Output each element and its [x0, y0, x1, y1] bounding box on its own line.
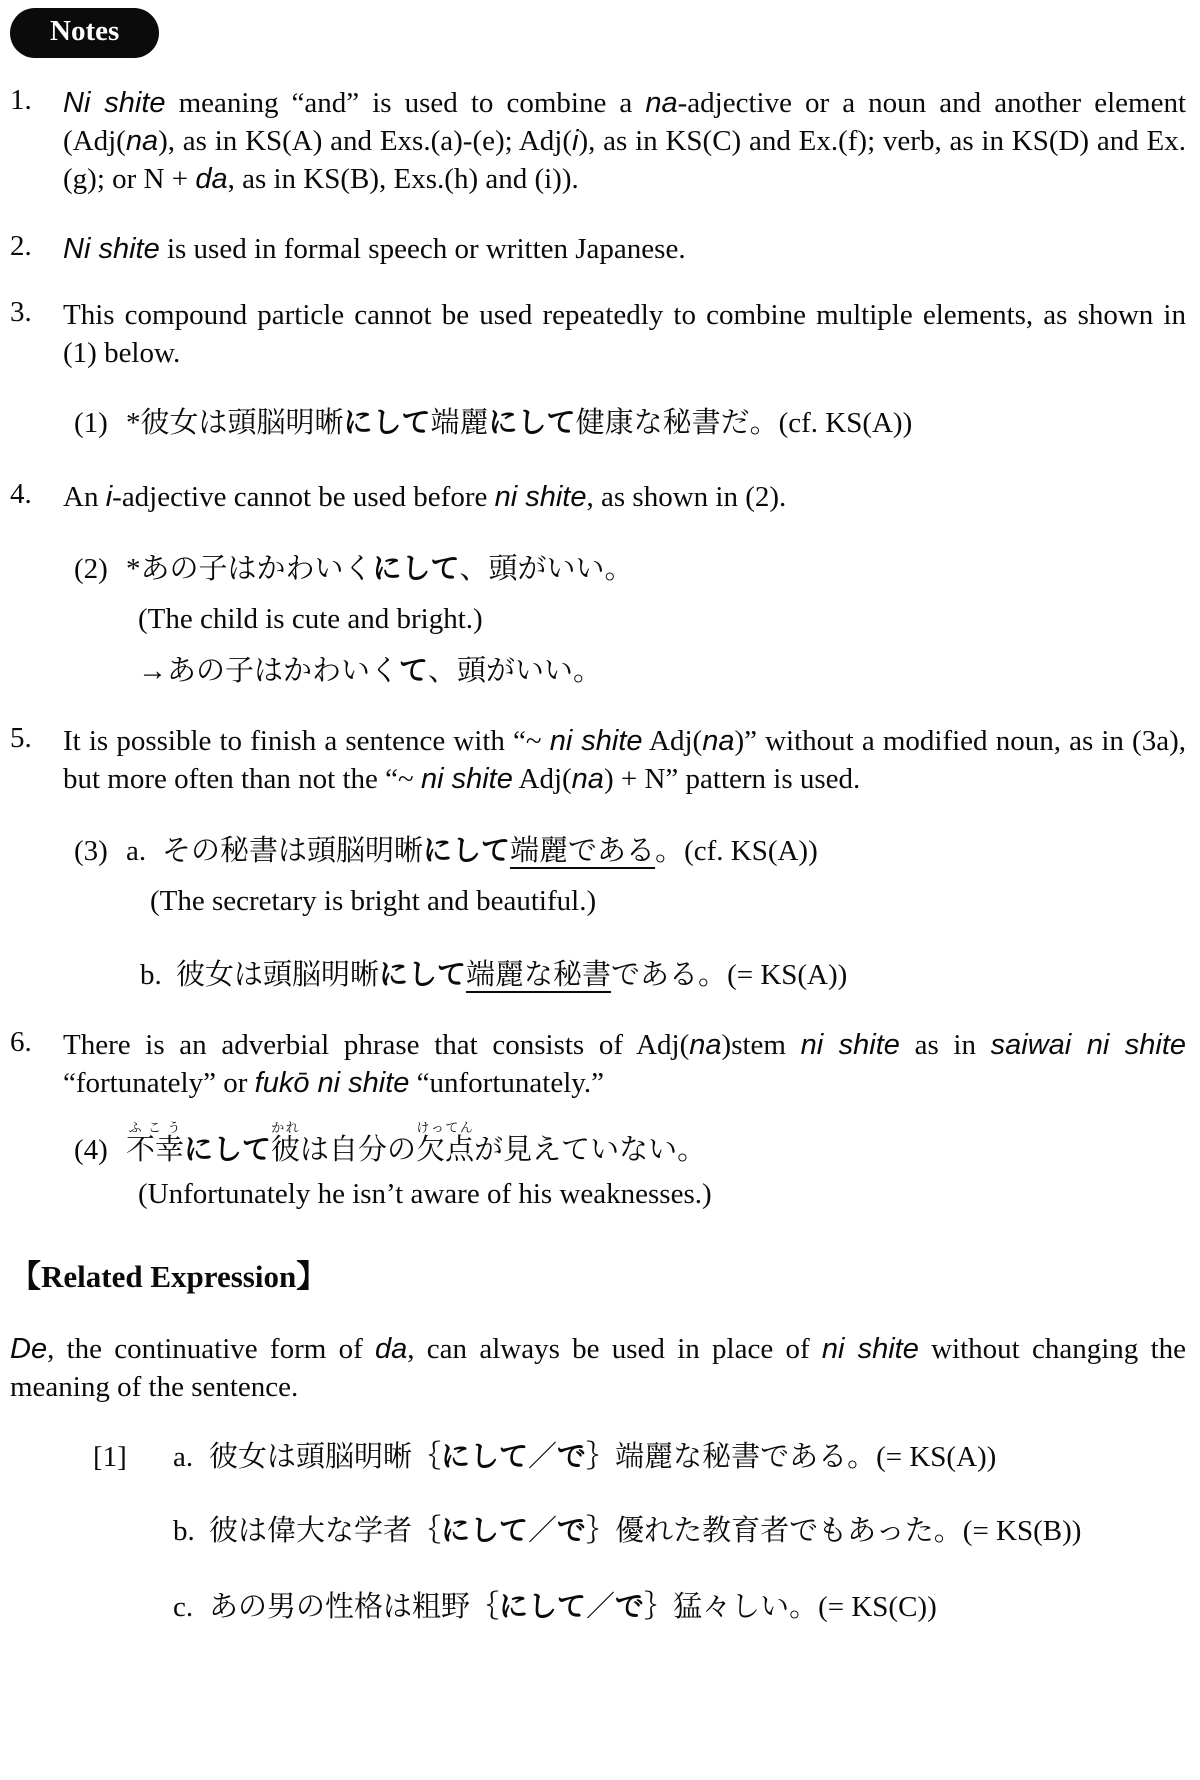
- note-text: [63, 296, 1186, 372]
- example-translation: [138, 600, 1186, 638]
- text-segment: 。: [655, 835, 685, 867]
- text-segment: →あの子はかわいく: [138, 655, 400, 687]
- text-segment: 端麗: [430, 407, 489, 439]
- ruby-annotated-text: 不幸ふこう: [126, 1120, 185, 1166]
- text-segment-i: De: [10, 1333, 48, 1365]
- text-segment-i: ni shite: [821, 1333, 919, 1365]
- text-segment-u: 端麗である: [510, 835, 656, 867]
- text-segment: 健康な秘書だ。: [575, 407, 779, 439]
- example-sub-label: c.: [173, 1591, 194, 1623]
- text-segment: -adjective cannot be used before: [112, 481, 495, 513]
- related-example-1b: [173, 1510, 1186, 1552]
- text-segment-b: にして: [343, 407, 431, 439]
- text-segment: , as in KS(B), Exs.(h) and (i)).: [227, 163, 579, 195]
- text-segment-b: て: [399, 655, 429, 687]
- example-label: (3): [74, 835, 108, 867]
- text-segment: ｝優れた教育者でもあった。: [586, 1515, 963, 1547]
- text-segment: ｝猛々しい。: [644, 1591, 819, 1623]
- text-segment-i: ni shite: [494, 481, 587, 513]
- text-segment-i: da: [375, 1333, 408, 1365]
- text-segment: その秘書は頭脳明晰: [162, 835, 424, 867]
- example-text: [209, 1515, 1081, 1547]
- text-segment: (= KS(B)): [962, 1515, 1082, 1547]
- text-segment: (cf. KS(A)): [778, 407, 913, 439]
- related-expression-heading: 【Related Expression】: [10, 1259, 328, 1294]
- text-segment: 、頭がいい。: [459, 553, 634, 585]
- example-label: [1]: [93, 1441, 127, 1473]
- example-label: (4): [74, 1134, 108, 1166]
- note-text: [63, 230, 1186, 268]
- note-item-1: [10, 84, 1186, 198]
- text-segment: (= KS(A)): [876, 1441, 997, 1473]
- text-segment: ｝端麗な秘書である。: [586, 1441, 877, 1473]
- example-sub-label: b.: [140, 959, 162, 991]
- text-segment: *あの子はかわいく: [126, 553, 373, 585]
- text-segment-i: ni shite: [549, 725, 643, 757]
- note-number: 3.: [10, 296, 32, 328]
- text-segment: “fortunately” or: [63, 1067, 255, 1099]
- text-segment: as in: [899, 1029, 991, 1061]
- text-segment: (The child is cute and bright.): [138, 603, 483, 635]
- note-item-4: [10, 478, 1186, 516]
- note-item-3: [10, 296, 1186, 372]
- text-segment-i: Ni shite: [63, 87, 166, 119]
- example-text: [209, 1441, 996, 1473]
- note-text: [63, 1026, 1186, 1102]
- text-segment: *彼女は頭脳明晰: [126, 407, 344, 439]
- related-example-1c: [173, 1586, 1186, 1628]
- text-segment: (Unfortunately he isn’t aware of his weaknesses.): [138, 1178, 712, 1210]
- text-segment-b: にして: [423, 835, 511, 867]
- text-segment-b: にして: [184, 1134, 272, 1166]
- text-segment: , as shown in (2).: [586, 481, 787, 513]
- text-segment-b: にして: [441, 1441, 529, 1473]
- text-segment-i: da: [195, 163, 228, 195]
- example-sentence-3a: [74, 830, 1186, 872]
- note-text: [63, 84, 1186, 198]
- text-segment: (cf. KS(A)): [684, 835, 818, 867]
- text-segment: )” without a modified noun, as in (3a), but more often than not the “~: [63, 725, 1186, 795]
- related-example-1a: [93, 1436, 1186, 1478]
- note-number: 2.: [10, 230, 32, 262]
- text-segment-b: で: [557, 1515, 587, 1547]
- ruby-annotated-text: 欠点けってん: [416, 1120, 475, 1166]
- ruby-annotated-text: 彼かれ: [271, 1120, 301, 1166]
- text-segment-i: Ni shite: [63, 233, 160, 265]
- example-sub-label: a.: [173, 1441, 194, 1473]
- notes-section-badge: Notes: [10, 8, 159, 58]
- text-segment-i: fukō ni shite: [254, 1067, 410, 1099]
- text-segment: , the continuative form of: [47, 1333, 376, 1365]
- text-segment-b: にして: [499, 1591, 587, 1623]
- note-number: 5.: [10, 722, 32, 754]
- text-segment: ／: [528, 1441, 558, 1473]
- text-segment: ／: [528, 1515, 558, 1547]
- text-segment: (= KS(A)): [727, 959, 848, 991]
- text-segment-i: na: [702, 725, 735, 757]
- example-sentence-3b: [140, 954, 1186, 996]
- text-segment: meaning “and” is used to combine a: [165, 87, 646, 119]
- text-segment: It is possible to finish a sentence with “~: [63, 725, 550, 757]
- note-number: 1.: [10, 84, 32, 116]
- text-segment: 彼は偉大な学者｛: [209, 1515, 442, 1547]
- text-segment-i: i: [105, 481, 113, 513]
- text-segment: は自分の: [300, 1134, 417, 1166]
- text-segment: Adj(: [512, 763, 572, 795]
- text-segment-b: にして: [372, 553, 460, 585]
- text-segment: is used in formal speech or written Japanese.: [159, 233, 686, 265]
- text-segment: あの男の性格は粗野｛: [209, 1591, 500, 1623]
- example-sub-label: b.: [173, 1515, 195, 1547]
- text-segment: である。: [611, 959, 728, 991]
- text-segment: without changing the meaning of the sentence.: [10, 1333, 1187, 1403]
- note-number: 6.: [10, 1026, 32, 1058]
- text-segment: )stem: [721, 1029, 801, 1061]
- text-segment: (The secretary is bright and beautiful.): [150, 885, 597, 917]
- text-segment: “unfortunately.”: [409, 1067, 604, 1099]
- example-correction-line: [138, 650, 1186, 692]
- text-segment: There is an adverbial phrase that consists of Adj(: [63, 1029, 690, 1061]
- example-text: [126, 1120, 707, 1166]
- note-text: [63, 722, 1186, 798]
- example-text: [162, 835, 818, 867]
- text-segment: ), as in KS(C) and Ex.(f); verb, as in KS(D) and Ex.(g); or N +: [63, 125, 1187, 195]
- text-segment-i: ni shite: [800, 1029, 900, 1061]
- text-segment: ／: [586, 1591, 616, 1623]
- text-segment: 彼女は頭脳明晰｛: [209, 1441, 442, 1473]
- text-segment: , can always be used in place of: [407, 1333, 822, 1365]
- text-segment: Adj(: [642, 725, 703, 757]
- text-segment: 彼女は頭脳明晰: [176, 959, 380, 991]
- example-sentence-2: [74, 548, 1186, 590]
- text-segment: ) + N” pattern is used.: [603, 763, 861, 795]
- text-segment-b: にして: [441, 1515, 529, 1547]
- text-segment-b: で: [615, 1591, 645, 1623]
- note-item-5: [10, 722, 1186, 798]
- text-segment-i: na: [125, 125, 159, 157]
- example-sentence-4: [74, 1120, 1186, 1171]
- example-translation: [138, 1175, 1186, 1213]
- text-segment-b: で: [557, 1441, 587, 1473]
- text-segment-i: i: [572, 125, 579, 157]
- text-segment-i: na: [689, 1029, 722, 1061]
- text-segment: 、頭がいい。: [428, 655, 603, 687]
- related-expression-paragraph: [10, 1330, 1186, 1406]
- text-segment-i: ni shite: [420, 763, 513, 795]
- text-segment-i: saiwai ni shite: [990, 1029, 1187, 1061]
- example-sentence-1: [74, 402, 1186, 444]
- example-translation: [150, 882, 1186, 920]
- example-sub-label: a.: [126, 835, 147, 867]
- text-segment-b: にして: [488, 407, 576, 439]
- text-segment: が見えていない。: [474, 1134, 707, 1166]
- example-text: [126, 553, 634, 585]
- note-text: [63, 478, 1186, 516]
- example-text: [176, 959, 847, 991]
- text-segment-b: にして: [379, 959, 467, 991]
- text-segment-u: 端麗な秘書: [466, 959, 612, 991]
- text-segment-i: na: [571, 763, 604, 795]
- text-segment: (= KS(C)): [818, 1591, 937, 1623]
- text-segment: This compound particle cannot be used repeatedly to combine multiple elements, as shown in (1) below.: [63, 299, 1186, 369]
- note-item-6: [10, 1026, 1186, 1102]
- text-segment-i: na: [645, 87, 678, 119]
- example-label: (1): [74, 407, 108, 439]
- text-segment: -adjective or a noun and another element (Adj(: [63, 87, 1187, 157]
- example-text: [209, 1591, 937, 1623]
- example-text: [126, 407, 912, 439]
- text-segment: ), as in KS(A) and Exs.(a)-(e); Adj(: [158, 125, 573, 157]
- text-segment: An: [63, 481, 106, 513]
- example-label: (2): [74, 553, 108, 585]
- note-item-2: [10, 230, 1186, 268]
- note-number: 4.: [10, 478, 32, 510]
